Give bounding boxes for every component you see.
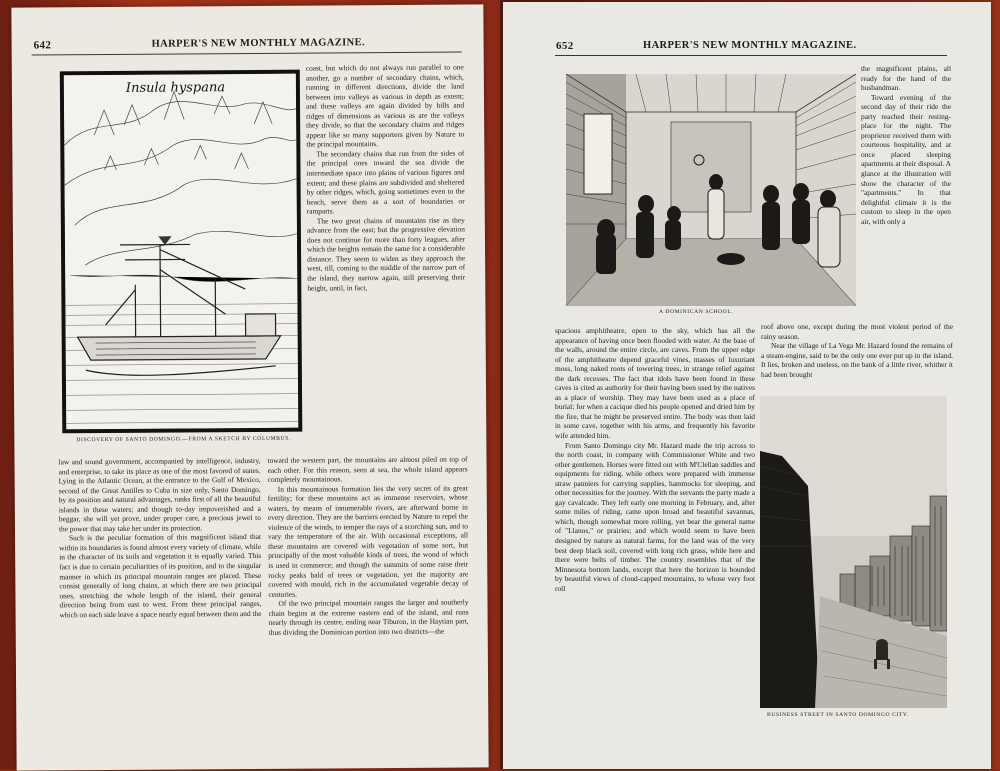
left-running-head: HARPER'S NEW MONTHLY MAGAZINE. xyxy=(151,37,366,50)
left-page-column-left-bottom xyxy=(58,456,262,755)
right-page-number: 652 xyxy=(556,40,574,52)
paragraph: the magnificent plains, all ready for the hand of the husbandman. xyxy=(861,64,951,93)
right-magazine-page xyxy=(503,2,991,769)
business-street-illustration xyxy=(760,396,947,708)
right-page-column-left xyxy=(555,326,755,726)
left-illustration-caption: DISCOVERY OF SANTO DOMINGO.—FROM A SKETCH BY COLUMBUS. xyxy=(76,435,291,444)
paragraph: Of the two principal mountain ranges the larger and southerly chain begins at the extreme eastern end of the island, and runs nearly through its centre, ending near Tiburon, in the Haytian part, thus dividing the Dominican portion into two districts—the xyxy=(268,597,469,637)
paragraph: Toward evening of the second day of their ride the party reached their resting-place for the night. The proprietor received them with courteous hospitality, and at once placed sleeping apartments at their disposal. A glance at the illustration will show the character of the "apartments." In that delightful climate it is the custom to sleep in the open air, with only a xyxy=(861,92,951,226)
paragraph: From Santo Domingo city Mr. Hazard made the trip across to the north coast, in company with Commissioner White and two other gentlemen. Horses were fitted out with M'Clellan saddles and equipments for riding, while others were prepared with immense straw panniers for carrying supplies, hammocks for sleeping, and other necessities for the journey. With the servants the party made a gay cavalcade. They left early one morning in February, and, after some miles of riding, came upon broad and beautiful savannas, which, though somewhat more rolling, yet bear the general name of "Llanos," or prairies; and which would seem to have been designed by nature as natural farms, for the land was of the very best deep black soil, covered with long rich grass, while here and there were belts of timber. The country resembles that of the Minnesota bottom lands, except that here the horizon is bounded by beautiful views of cloud-capped mountains, to whose very foot roll xyxy=(555,440,755,593)
right-page-column-right-top xyxy=(861,64,951,322)
map-inscription: Insula hyspana xyxy=(125,80,226,96)
paragraph: law and sound government, accompanied by intelligence, industry, and enterprise, to take its place as one of the most favored of states. Lying in the Atlantic Ocean, at the entrance to the Gulf of Mexico, second of the Great Antilles to Cuba in size only, Santo Domingo, by its position and natural advantages, ranks first of all the beautiful islands in these waters; and though to-day impoverished and a beggar, she will yet prove, under proper care, a precious jewel to the power that may take her under its protection. xyxy=(58,455,261,534)
right-page-column-right-mid xyxy=(761,322,953,390)
paragraph: Near the village of La Vega Mr. Hazard found the remains of a steam-engine, said to be the only one ever put up in the island. It lies, broken and useless, on the bank of a little river, whither it had been brought xyxy=(761,341,953,379)
paragraph: toward the western part, the mountains are almost piled on top of each other. For this reason, seen at sea, the whole island appears completely mountainous. xyxy=(267,454,468,484)
left-header-rule xyxy=(32,52,462,56)
paragraph: roof above one, except during the most violent period of the rainy season. xyxy=(761,322,953,341)
paragraph: Such is the peculiar formation of this magnificent island that within its boundaries is found almost every variety of climate, while in the character of its soils and vegetation it is equally varied. This fact is due to certain peculiarities of its position, and to the singular manner in which its principal mountain ranges are placed. These consist generally of long chains, at which there are two principal ones, stretching the whole length of the island, their general direction being from east to west. From these principal ranges, which on each side leave a space nearly equal between them and the xyxy=(59,532,262,620)
paragraph: coast, but which do not always run parallel to one another, go a number of secondary chains, which, running in different directions, divide the land between into valleys as various in depth as extent; and these valleys are again divided by hills and ridges of dimensions as various as are the valleys they divide, so that the secondary chains and ridges appear like so many supporters given by Nature to the principal mountains. xyxy=(305,62,465,149)
left-page-column-right-top xyxy=(306,62,467,447)
paragraph: spacious amphitheatre, open to the sky, which has all the appearance of having once been flooded with water. At the base of the walls, around the entire circle, are caves. From the upper edge of the amphitheatre depend graceful vines, masses of luxuriant moss, long naked roots of towering trees, in strange relief against the dark recesses. The fact that idols have been found in these caves is cited as authority for their having been used by the natives as a place of worship. They may have been used as a place of burial; for when a cacique died his people opened and dried him by the fire, that he might be preserved entire. The body was then laid in some cave, together with his arms, and frequently his favorite wife attended him. xyxy=(555,326,755,441)
street-illustration-caption: BUSINESS STREET IN SANTO DOMINGO CITY. xyxy=(767,712,909,718)
right-running-head: HARPER'S NEW MONTHLY MAGAZINE. xyxy=(643,40,857,51)
paragraph: The two great chains of mountains rise as they advance from the east; but the progressive elevation does not continue for more than forty leagues, after which the heights remain the same for a considerable distance. They seem to widen as they approach the west, till, coming to the middle of the narrow part of the island, they narrow again, still preserving their height, until, in fact, xyxy=(306,215,466,293)
left-page-number: 642 xyxy=(33,39,52,52)
paragraph: The secondary chains that run from the sides of the principal ones toward the sea divide the intermediate space into plains of various figures and extent; and these plains are subdivided and sheltered by other ridges, which, going sometimes even to the beach, serve them as a sort of boundaries or ramparts. xyxy=(306,148,465,216)
right-header-rule xyxy=(555,55,947,56)
left-page-column-right-bottom xyxy=(267,454,469,753)
dominican-school-illustration xyxy=(566,74,856,306)
school-illustration-caption: A DOMINICAN SCHOOL. xyxy=(659,309,734,315)
paragraph: In this mountainous formation lies the very secret of its great fertility; for these mountains act as immense reservoirs, whose waters, by means of innumerable rivers, are afterward borne in every direction. They are the barriers erected by Nature to repel the violence of the winds, to temper the rays of a scorching sun, and to vary the temperature of the air. With occasional exceptions, all these mountains are covered with vegetation of some sort, but principally of the most valuable kinds of trees, the wood of which is used in commerce; and though the summits of some raise their rocky peaks bald of trees or vegetation, yet the majority are covered with mould, rich in the accumulated vegetable decay of centuries. xyxy=(267,483,469,599)
columbus-sketch-illustration xyxy=(60,70,303,434)
left-magazine-page xyxy=(11,4,488,770)
